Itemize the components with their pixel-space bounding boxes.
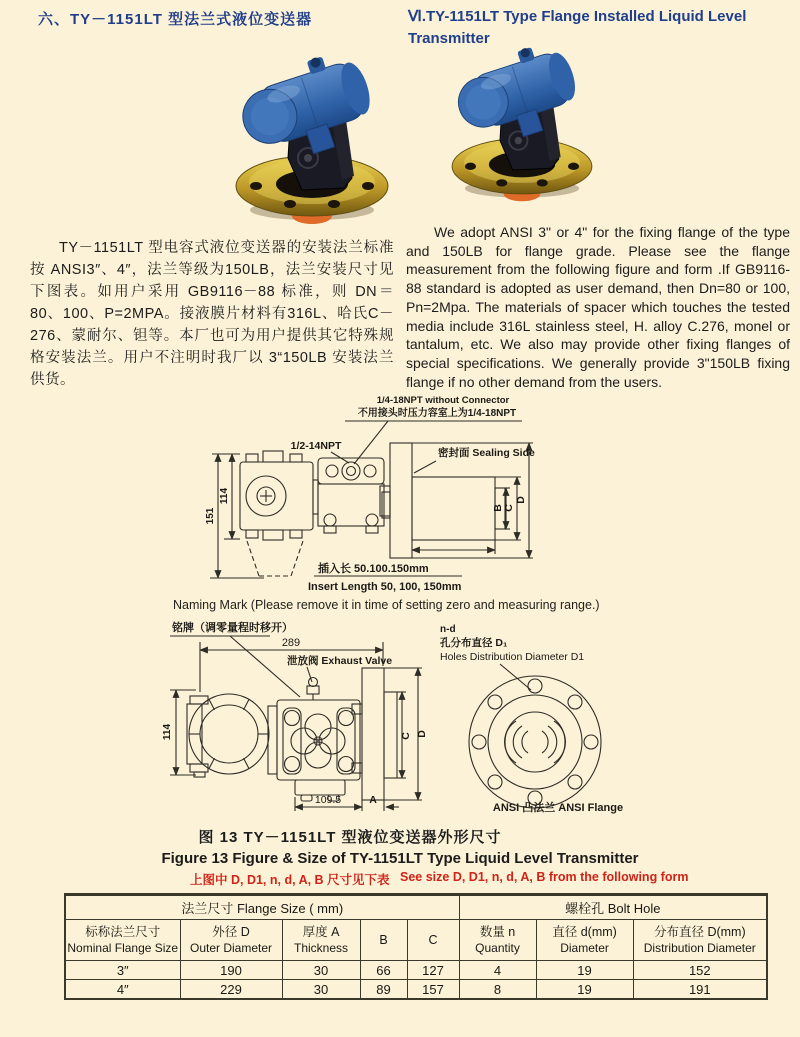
nd-label: n-d	[440, 624, 456, 635]
dim-label-d-front: D	[416, 730, 428, 738]
dim-label-289: 289	[281, 637, 301, 649]
product-photo-right	[448, 36, 592, 201]
cell-distribution: 152	[633, 961, 767, 980]
intro-paragraph-en: We adopt ANSI 3" or 4" for the fixing flange of the type and 150LB for flange grade. Please see the flange measurement from the following figure and form .If GB9116-88 standard is adopted as user demand, then Dn=80 or 100, Pn=2Mpa. The materials of spacer which touches the tested media include 316L stainless steel, H. alloy C.276, monel or tantalum, etc. We also may provide other fixing flanges of special specifications. We generally provide 3"150LB fixing flange if no other demand from the users.	[406, 224, 790, 390]
label-quarter-npt-en: 1/4-18NPT without Connector	[376, 395, 510, 406]
figure-caption-en: Figure 13 Figure & Size of TY-1151LT Type Liquid Level Transmitter	[161, 850, 639, 867]
group-header-flange-size: 法兰尺寸 Flange Size ( mm)	[65, 895, 459, 920]
figure-note-en: See size D, D1, n, d, A, B from the following form	[400, 870, 689, 884]
insert-length-zh: 插入长 50.100.150mm	[318, 563, 429, 575]
label-half-npt: 1/2-14NPT	[290, 440, 342, 452]
insert-length-en: Insert Length 50, 100, 150mm	[308, 581, 462, 593]
naming-mark-note: Naming Mark (Please remove it in time of setting zero and measuring range.)	[173, 598, 600, 612]
dim-label-d: D	[515, 496, 527, 504]
label-sealing-side: 密封面 Sealing Side	[438, 447, 535, 459]
table-group-header-row	[65, 895, 767, 920]
spec-table	[64, 893, 768, 1000]
cell-c: 127	[407, 961, 459, 980]
cell-outer-d: 229	[180, 980, 282, 1000]
col-header-quantity: 数量 n Quantity	[459, 920, 536, 961]
cell-outer-d: 190	[180, 961, 282, 980]
cell-size: 3″	[65, 961, 180, 980]
col-header-b: B	[360, 920, 407, 961]
dim-label-a: A	[369, 794, 377, 806]
ansi-flange-label: ANSI 凸法兰 ANSI Flange	[492, 802, 624, 814]
label-quarter-npt-zh: 不用接头时压力容室上为1/4-18NPT	[357, 408, 517, 419]
figure-front-view	[0, 612, 800, 824]
dim-label-c: C	[503, 504, 515, 512]
col-header-nominal-size: 标称法兰尺寸 Nominal Flange Size	[65, 920, 180, 961]
cell-quantity: 8	[459, 980, 536, 1000]
dim-label-114-front: 114	[162, 723, 173, 741]
holes-diameter-en: Holes Distribution Diameter D1	[440, 651, 585, 663]
product-photos	[0, 30, 800, 242]
cell-size: 4″	[65, 980, 180, 1000]
cell-b: 89	[360, 980, 407, 1000]
table-row	[65, 961, 767, 980]
intro-paragraph-zh: TY－1151LT 型电容式液位变送器的安装法兰标准按 ANSI3″、4″，法兰等级为150LB，法兰安装尺寸见下图表。如用户采用 GB9116－88 标准，则 DN＝80、100、P=2MPA。接液膜片材料有316L、哈氏C－276、蒙耐尔、钽等。本厂也可为用户提供其它特殊规格安装法兰。用户不注明时我厂以 3“150LB 安装法兰供货。	[30, 240, 394, 388]
dim-label-151: 151	[205, 507, 216, 525]
cell-thickness: 30	[282, 961, 360, 980]
cell-quantity: 4	[459, 961, 536, 980]
col-header-outer-diameter: 外径 D Outer Diameter	[180, 920, 282, 961]
cell-thickness: 30	[282, 980, 360, 1000]
cell-distribution: 191	[633, 980, 767, 1000]
holes-diameter-zh: 孔分布直径 D₁	[440, 637, 508, 649]
col-header-thickness: 厚度 A Thickness	[282, 920, 360, 961]
table-row	[65, 980, 767, 1000]
group-header-bolt-hole: 螺栓孔 Bolt Hole	[459, 895, 767, 920]
figure-caption-zh: 图 13 TY－1151LT 型液位变送器外形尺寸	[198, 829, 502, 846]
cell-diameter: 19	[536, 980, 633, 1000]
dim-label-109: 109.5	[314, 794, 342, 806]
table-column-header-row	[65, 920, 767, 961]
cell-b: 66	[360, 961, 407, 980]
dim-label-114: 114	[219, 487, 230, 505]
cell-c: 157	[407, 980, 459, 1000]
cell-diameter: 19	[536, 961, 633, 980]
dim-label-c-front: C	[400, 732, 412, 740]
figure-side-view	[0, 392, 800, 614]
side-view-linework	[210, 421, 533, 578]
figure-note-zh: 上图中 D, D1, n, d, A, B 尺寸见下表	[190, 873, 390, 887]
col-header-diameter: 直径 d(mm) Diameter	[536, 920, 633, 961]
exhaust-valve-label: 泄放阀 Exhaust Valve	[287, 655, 393, 667]
page-title-en: Ⅵ.TY-1151LT Type Flange Installed Liquid Level Transmitter	[408, 8, 747, 47]
col-header-c: C	[407, 920, 459, 961]
nameplate-label: 铭牌（调零量程时移开）	[172, 622, 293, 634]
dim-label-b: B	[492, 504, 504, 512]
page-title-zh: 六、TY－1151LT 型法兰式液位变送器	[38, 11, 313, 28]
product-photo-left	[231, 45, 388, 224]
col-header-distribution-diameter: 分布直径 D(mm) Distribution Diameter	[633, 920, 767, 961]
